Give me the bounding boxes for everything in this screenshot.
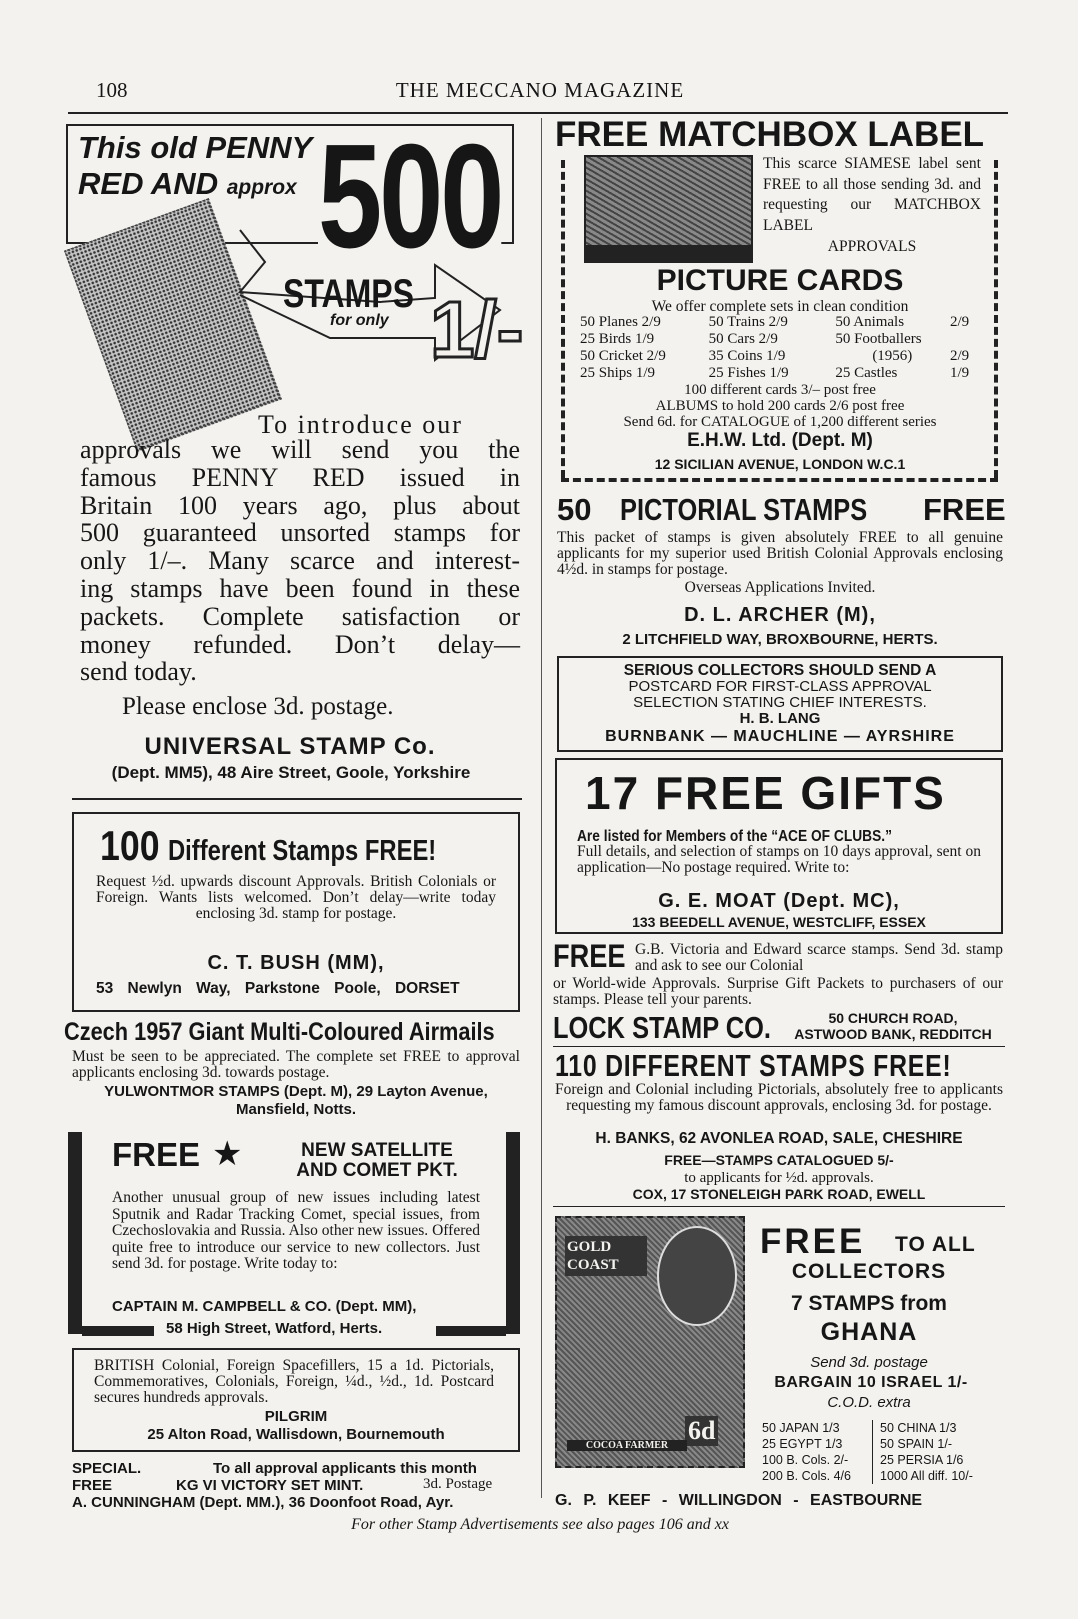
keef-send: Send 3d. postage [810, 1354, 928, 1371]
matchbox-label-image [584, 155, 753, 263]
lock-free: FREE [553, 938, 626, 974]
keef-seven: 7 STAMPS from [791, 1292, 947, 1315]
cunningham-line-2a: FREE [72, 1477, 113, 1494]
price-1-shilling: 1/- [430, 285, 524, 374]
cox-line-3: COX, 17 STONELEIGH PARK ROAD, EWELL [632, 1186, 926, 1202]
lock-company: LOCK STAMP CO. [553, 1010, 771, 1045]
keef-footer: G. P. KEEF - WILLINGDON - EASTBOURNE [555, 1492, 923, 1509]
archer-body: This packet of stamps is given absolutely FREE to all genuine applicants for my superior used British Colonial Approvals enclosing 4½d. in stamps for postage. [557, 529, 1003, 578]
keef-bargain: BARGAIN 10 ISRAEL 1/- [774, 1374, 968, 1391]
lang-name: H. B. LANG [739, 710, 821, 727]
body-line: money refunded. Don’t delay— [80, 629, 520, 659]
satellite-address: 58 High Street, Watford, Herts. [166, 1320, 383, 1337]
moat-body: Full details, and selection of stamps on 10 days approval, sent on application—No postage required. Write to: [577, 843, 981, 876]
stamp-bottom-text: COCOA FARMER [567, 1440, 687, 1451]
pilgrim-address: 25 Alton Road, Wallisdown, Bournemouth [147, 1426, 445, 1443]
cunningham-line-2b: KG VI VICTORY SET MINT. [176, 1477, 364, 1494]
banks-address: H. BANKS, 62 AVONLEA ROAD, SALE, CHESHIRE [595, 1130, 963, 1147]
postage-note: Please enclose 3d. postage. [122, 693, 394, 720]
bush-body: Request ½d. upwards discount Approvals. British Colonials or Foreign. Wants lists welcomed. Don’t delay—write today enclosing 3d. stamp for postage. [96, 873, 496, 922]
picture-cards-intro: We offer complete sets in clean condition [651, 298, 909, 315]
for-only-label: for only [330, 312, 389, 329]
star-icon: ★ [212, 1136, 243, 1173]
picture-cards-heading: PICTURE CARDS [656, 264, 904, 297]
universal-company: UNIVERSAL STAMP Co. [144, 733, 436, 760]
bush-ad [72, 812, 520, 1012]
picture-cards-table [580, 314, 980, 382]
headline-red-and: RED AND [78, 166, 219, 201]
matchbox-left-dotted-border [561, 160, 565, 478]
moat-subhead: Are listed for Members of the “ACE OF CLUBS.” [577, 828, 892, 845]
czech-address-2: Mansfield, Notts. [235, 1101, 356, 1118]
banks-headline: 110 DIFFERENT STAMPS FREE! [555, 1048, 952, 1083]
ghana-stamp-image [555, 1216, 745, 1468]
satellite-bottom-right-bar [436, 1326, 506, 1336]
keef-to-all: TO ALL [895, 1233, 976, 1256]
satellite-right-bar [506, 1132, 520, 1334]
universal-rule [72, 798, 522, 800]
lang-line: POSTCARD FOR FIRST-CLASS APPROVAL [628, 678, 932, 695]
penny-red-body-first: To introduce our [258, 410, 463, 439]
cunningham-line-1a: SPECIAL. [72, 1460, 142, 1477]
archer-headline-free: FREE [923, 492, 1006, 527]
cards-row: 25 Ships 1/9 25 Fishes 1/9 25 Castles 1/9 [580, 365, 970, 381]
keef-ghana: GHANA [820, 1318, 918, 1346]
page-number: 108 [96, 78, 128, 102]
matchbox-headline: FREE MATCHBOX LABEL [555, 115, 985, 154]
archer-address: 2 LITCHFIELD WAY, BROXBOURNE, HERTS. [622, 631, 938, 648]
stamps-label: STAMPS [283, 272, 414, 316]
body-line: 500 guaranteed unsorted stamps for [80, 518, 520, 548]
matchbox-label-text: This scarce SIAMESE label sent FREE to all those sending 3d. and requesting our MATCHBOX LABEL [763, 155, 981, 234]
moat-name: G. E. MOAT (Dept. MC), [658, 890, 900, 912]
big-500: 500 [318, 114, 502, 279]
cunningham-line-3: A. CUNNINGHAM (Dept. MM.), 36 Doonfoot Road, Ayr. [72, 1494, 454, 1511]
penny-red-headline-1: This old PENNY [78, 130, 313, 165]
moat-address: 133 BEEDELL AVENUE, WESTCLIFF, ESSEX [632, 914, 926, 930]
lang-address: BURNBANK — MAUCHLINE — AYRSHIRE [605, 728, 955, 745]
body-line: famous PENNY RED issued in [80, 462, 520, 492]
satellite-free: FREE [112, 1136, 201, 1173]
cox-rule [553, 1206, 1005, 1207]
satellite-body: Another unusual group of new issues including latest Sputnik and Radar Tracking Comet, special issues, from Czechoslovakia and Russia. Also other new issues. Offered quite free to introduce our service to new collectors. Just send 3d. for postage. Write today to: [112, 1189, 480, 1272]
keef-cod: C.O.D. extra [827, 1394, 911, 1411]
body-line: ing stamps have been found in these [80, 573, 520, 603]
cards-row: 25 Birds 1/9 50 Cars 2/9 50 Footballers [580, 331, 922, 347]
satellite-headline-1: NEW SATELLITE [301, 1140, 453, 1161]
keef-prices-divider [872, 1420, 873, 1484]
stamp-value: 6d [685, 1416, 718, 1446]
penny-red-headline-2 [78, 166, 297, 202]
header-rule [68, 112, 1008, 114]
pilgrim-name: PILGRIM [264, 1408, 328, 1425]
footer-note: For other Stamp Advertisements see also pages 106 and xx [351, 1516, 729, 1533]
satellite-bottom-left-bar [82, 1326, 154, 1336]
pilgrim-ad [72, 1348, 520, 1452]
archer-headline-50: 50 [557, 492, 592, 527]
bush-address: 53 Newlyn Way, Parkstone Poole, DORSET [96, 980, 460, 997]
stamp-top-text: GOLD COAST [565, 1236, 647, 1276]
moat-headline: 17 FREE GIFTS [585, 767, 946, 819]
cunningham-line-2c: 3d. Postage [423, 1476, 493, 1492]
body-line: only 1/–. Many scarce and interest- [80, 546, 520, 576]
bush-number: 100 [100, 822, 160, 869]
lang-ad [557, 656, 1003, 752]
moat-ad [555, 758, 1003, 934]
satellite-left-bar [68, 1132, 82, 1334]
archer-headline [557, 492, 1006, 528]
pilgrim-body: BRITISH Colonial, Foreign Spacefillers, 15 a 1d. Pictorials, Commemoratives, Colonials, Foreign, ¼d., ½d., 1d. Postcard secures hundreds approvals. [94, 1357, 494, 1406]
archer-name: D. L. ARCHER (M), [684, 604, 876, 626]
czech-address-1: YULWONTMOR STAMPS (Dept. M), 29 Layton Avenue, [104, 1083, 488, 1100]
czech-headline: Czech 1957 Giant Multi-Coloured Airmails [64, 1018, 495, 1046]
lock-body-2: or World-wide Approvals. Surprise Gift Packets to purchasers of our stamps. Please tell your parents. [553, 975, 1003, 1008]
archer-headline-pictorial: PICTORIAL STAMPS [620, 492, 868, 527]
keef-prices-right: 50 CHINA 1/3 50 SPAIN 1/- 25 PERSIA 1/6 1000 All diff. 10/- [880, 1421, 973, 1483]
cards-row: 50 Cricket 2/9 35 Coins 1/9 (1956) 2/9 [580, 348, 970, 364]
cox-line-1: FREE—STAMPS CATALOGUED 5/- [664, 1152, 894, 1168]
albums-line: ALBUMS to hold 200 cards 2/6 post free [655, 398, 905, 414]
magazine-title: THE MECCANO MAGAZINE [395, 78, 685, 102]
matchbox-approvals: APPROVALS [827, 238, 917, 255]
archer-overseas: Overseas Applications Invited. [684, 579, 876, 596]
cards-row: 50 Planes 2/9 50 Trains 2/9 50 Animals 2/9 [580, 314, 970, 330]
keef-prices-left: 50 JAPAN 1/3 25 EGYPT 1/3 100 B. Cols. 2/- 200 B. Cols. 4/6 [762, 1421, 851, 1483]
body-line: send today. [80, 657, 197, 687]
body-line: packets. Complete satisfaction or [80, 601, 520, 631]
lock-address-1: 50 CHURCH ROAD, [828, 1010, 958, 1026]
body-line: approvals we will send you the [80, 435, 520, 464]
keef-collectors: COLLECTORS [791, 1260, 947, 1283]
matchbox-right-dotted-border [994, 160, 998, 478]
satellite-headline-2: AND COMET PKT. [296, 1160, 458, 1181]
czech-body: Must be seen to be appreciated. The complete set FREE to approval applicants enclosing 3d. towards postage. [72, 1048, 520, 1081]
cards-100-line: 100 different cards 3/– post free [684, 382, 876, 398]
banks-body: Foreign and Colonial including Pictorials, absolutely free to applicants requesting my famous discount approvals, enclosing 3d. for postage. [555, 1081, 1003, 1114]
queen-portrait [657, 1226, 737, 1326]
cox-line-2: to applicants for ½d. approvals. [684, 1170, 874, 1186]
body-line: Britain 100 years ago, plus about [80, 490, 520, 520]
catalogue-line: Send 6d. for CATALOGUE of 1,200 different series [623, 414, 937, 430]
matchbox-bottom-dotted-border [561, 478, 998, 482]
lang-line: SERIOUS COLLECTORS SHOULD SEND A [623, 662, 937, 679]
ehw-company: E.H.W. Ltd. (Dept. M) [687, 430, 873, 451]
satellite-name: CAPTAIN M. CAMPBELL & CO. (Dept. MM), [112, 1298, 417, 1315]
lock-body-1: G.B. Victoria and Edward scarce stamps. Send 3d. stamp and ask to see our Colonial [635, 941, 1003, 974]
keef-free: FREE [760, 1222, 866, 1261]
bush-headline-text: Different Stamps FREE! [168, 835, 437, 867]
headline-approx: approx [226, 176, 297, 199]
lock-address-2: ASTWOOD BANK, REDDITCH [794, 1026, 992, 1042]
universal-address: (Dept. MM5), 48 Aire Street, Goole, Yorkshire [111, 763, 471, 782]
column-divider [541, 118, 542, 1498]
bush-name: C. T. BUSH (MM), [207, 952, 385, 974]
cunningham-line-1b: To all approval applicants this month [213, 1460, 477, 1477]
lock-rule [553, 1046, 1005, 1047]
ehw-address: 12 SICILIAN AVENUE, LONDON W.C.1 [654, 456, 906, 472]
penny-red-body [80, 436, 520, 686]
lang-line: SELECTION STATING CHIEF INTERESTS. [633, 694, 927, 711]
bush-headline [100, 822, 495, 870]
